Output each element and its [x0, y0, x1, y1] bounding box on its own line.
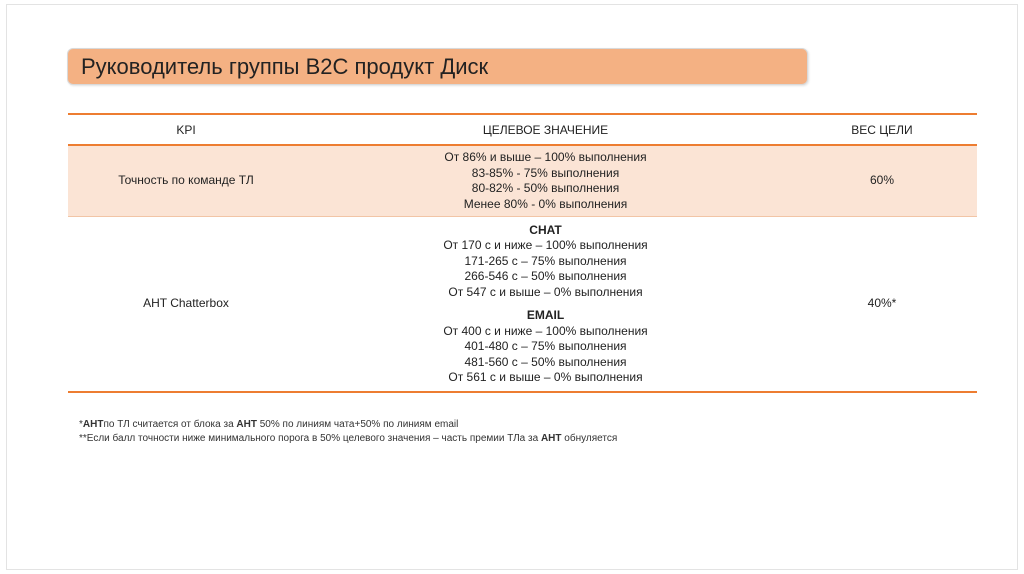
footnote-text: **Если балл точности ниже минимального порога в 50% целевого значения – часть премии ТЛа за: [79, 433, 541, 444]
page-title: Руководитель группы B2C продукт Диск: [81, 54, 489, 79]
header-target-value: ЦЕЛЕВОЕ ЗНАЧЕНИЕ: [304, 114, 787, 145]
kpi-weight: 60%: [787, 145, 977, 217]
kpi-table: [68, 113, 977, 393]
footnotes: [79, 418, 617, 446]
title-banner: [67, 48, 808, 85]
footnote-term: AHT: [82, 419, 104, 430]
target-line: 401-480 с – 75% выполнения: [464, 339, 627, 353]
footnote-marker: *: [79, 419, 83, 430]
target-line: От 400 с и ниже – 100% выполнения: [443, 323, 648, 338]
target-line: 481-560 с – 50% выполнения: [464, 354, 627, 369]
header-kpi: KPI: [68, 114, 304, 145]
kpi-name: AHT Chatterbox: [68, 217, 304, 393]
target-values: [304, 145, 787, 217]
table-row: [68, 145, 977, 217]
spacer: [304, 300, 787, 308]
table-header-row: [68, 114, 977, 145]
footnote-text: обнуляется: [561, 433, 618, 444]
kpi-weight: 40%*: [787, 217, 977, 393]
table-row: [68, 217, 977, 393]
target-line: От 86% и выше – 100% выполнения: [444, 150, 647, 164]
target-line: От 547 с и выше – 0% выполнения: [448, 284, 643, 299]
kpi-name: Точность по команде ТЛ: [68, 145, 304, 217]
target-line: 80-82% - 50% выполнения: [471, 181, 620, 195]
chat-heading: CHAT: [529, 222, 562, 237]
target-line: Менее 80% - 0% выполнения: [463, 196, 628, 211]
footnote-text: по ТЛ считается от блока за: [103, 419, 237, 430]
target-line: От 561 с и выше – 0% выполнения: [448, 370, 643, 384]
target-line: От 170 с и ниже – 100% выполнения: [443, 238, 648, 252]
target-values: [304, 217, 787, 393]
footnote-text: 50% по линиям чата+50% по линиям email: [256, 419, 459, 430]
target-line: 83-85% - 75% выполнения: [471, 165, 620, 180]
header-weight: ВЕС ЦЕЛИ: [787, 114, 977, 145]
target-line: 171-265 с – 75% выполнения: [464, 253, 627, 268]
footnote-term: AHT: [236, 419, 257, 430]
footnote-term: AHT: [540, 433, 562, 444]
footnote-1: [79, 418, 617, 432]
email-heading: EMAIL: [526, 308, 565, 322]
footnote-2: [79, 432, 617, 446]
target-line: 266-546 с – 50% выполнения: [464, 269, 627, 283]
